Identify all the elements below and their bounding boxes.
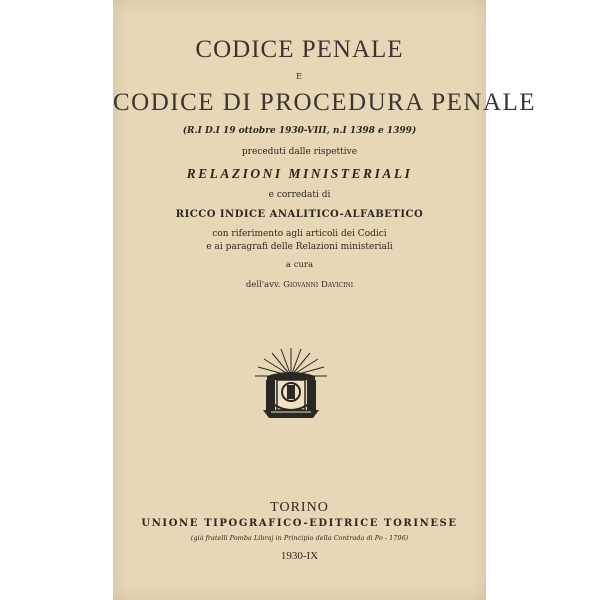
edited-by-text: a cura	[285, 260, 314, 270]
index-heading: RICCO INDICE ANALITICO-ALFABETICO	[175, 209, 424, 220]
publication-year: 1930-IX	[280, 550, 319, 562]
reference-line-1: con riferimento agli articoli dei Codici	[212, 229, 387, 239]
editor-prefix: dell'avv.	[245, 280, 284, 290]
reference-line-2: e ai paragrafi delle Relazioni ministeriali	[206, 242, 393, 252]
editor-credit	[113, 280, 486, 290]
publisher-emblem-icon	[253, 346, 329, 422]
decree-reference: (R.I D.I 19 ottobre 1930-VIII, n.I 1398 e 1399)	[182, 126, 417, 136]
title-codice-procedura: CODICE DI PROCEDURA PENALE	[113, 89, 537, 116]
publisher-name: UNIONE TIPOGRAFICO-EDITRICE TORINESE	[141, 518, 458, 529]
editor-name: Giovanni Davicini	[283, 280, 354, 290]
accompanied-text: e corredati di	[268, 190, 331, 200]
title-conjunction: E	[296, 72, 303, 81]
publisher-note: (già fratelli Pomba Libraj in Principio della Contrada di Po - 1796)	[190, 534, 409, 542]
title-page	[113, 0, 537, 600]
publisher-city: TORINO	[270, 500, 329, 515]
relazioni-heading: RELAZIONI MINISTERIALI	[186, 166, 413, 181]
preceded-by-text: preceduti dalle rispettive	[241, 147, 358, 157]
title-codice-penale: CODICE PENALE	[195, 36, 404, 63]
